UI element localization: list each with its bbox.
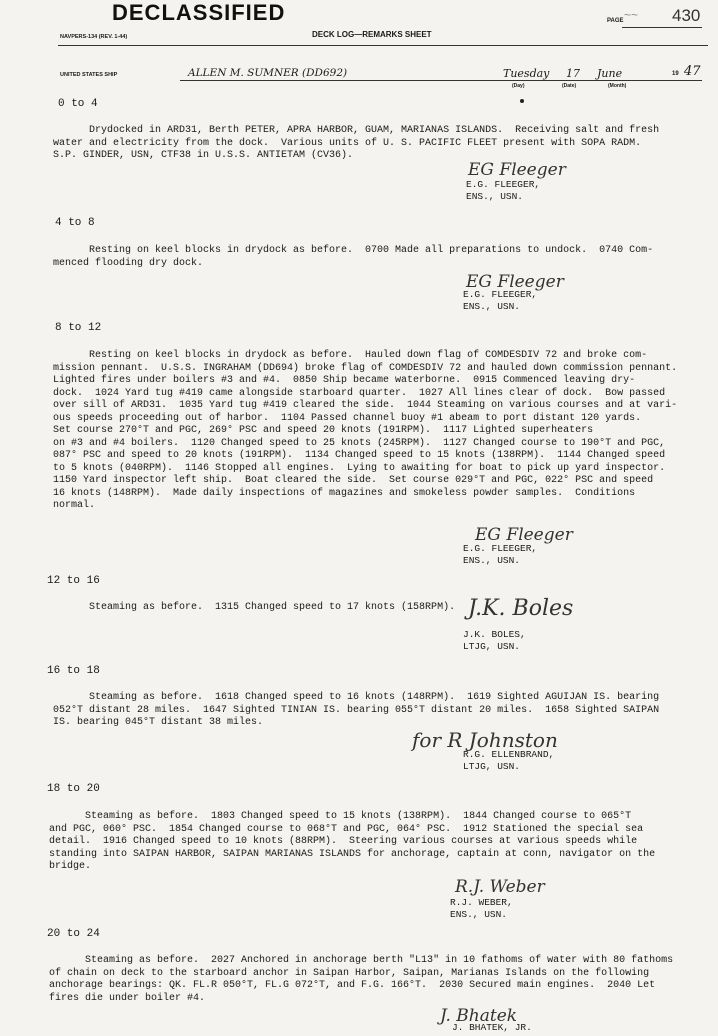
entry-line: 1150 Yard inspector left ship. Boat cleared the side. Set course 029°T and PGC, 022° PSC and speed [53,475,654,486]
watch-entry [53,245,653,270]
handwritten-signature: EG Fleeger [475,525,573,545]
signer-rank: ENS., USN. [463,554,521,566]
handwritten-signature: EG Fleeger [466,272,564,292]
entry-line: ous speeds proceeding out of harbor. 1104 Passed channel buoy #1 abeam to port distant 120 yards. [53,412,642,424]
page-number-rule [622,27,702,28]
signature-block [452,1022,532,1034]
entry-line: S.P. GINDER, USN, CTF38 in U.S.S. ANTIETAM (CV36). [53,150,354,161]
year-rule [670,80,702,81]
ship-name: ALLEN M. SUMNER (DD692) [188,67,348,79]
entry-line: Steaming as before. 1315 Changed speed to 17 knots (158RPM). [53,602,456,613]
entry-line: menced flooding dry dock. [53,257,204,269]
declassified-stamp: DECLASSIFIED [112,0,286,25]
date-caption: (Date) [562,83,577,89]
form-title: DECK LOG—REMARKS SHEET [312,30,432,39]
entry-line: Steaming as before. 1803 Changed speed to 15 knots (138RPM). 1844 Changed course to 065°T [49,811,632,822]
entry-line: Steaming as before. 2027 Anchored in anchorage berth "L13" in 10 fathoms of water with 80 fathoms [49,955,674,966]
ship-label: UNITED STATES SHIP [60,72,118,78]
watch-period: 12 to 16 [47,575,100,587]
entry-line: normal. [53,500,96,511]
watch-entry [53,350,677,513]
signature-block [466,179,540,202]
watch-period: 16 to 18 [47,665,100,677]
page-number-scribble: ~~ [624,8,639,22]
entry-line: standing into SAIPAN HARBOR, SAIPAN MARIANAS ISLANDS for anchorage, captain at conn, navigator on the [49,848,656,860]
entry-line: to 5 knots (040RPM). 1146 Stopped all engines. Lying to awaiting for boat to pick up yard inspector. [53,462,666,474]
watch-entry [49,811,655,874]
entry-line: mission pennant. U.S.S. INGRAHAM (DD694) broke flag of COMDESDIV 72 and hauled down commission pennant. [53,362,678,374]
log-date: 17 [566,67,580,80]
entry-line: anchorage bearings: QK. FL.R 050°T, FL.G 072°T, and F.G. 166°T. 2030 Secured main engines. 2040 Let [49,980,656,991]
handwritten-signature: J. Bhatek [440,1006,518,1026]
page-number: 430 [672,6,701,25]
entry-line: dock. 1024 Yard tug #419 came alongside starboard quarter. 1027 All lines clear of dock. Bow passed [53,387,666,399]
signature-block [450,897,513,920]
entry-line: Steaming as before. 1618 Changed speed to 16 knots (148RPM). 1619 Sighted AGUIJAN IS. bearing [53,692,660,703]
signer-rank: ENS., USN. [450,908,508,920]
signature-block [463,749,554,772]
signer-name: E.G. FLEEGER, [466,179,541,190]
signer-name: R.J. WEBER, [450,897,513,908]
watch-period: 0 to 4 [58,98,98,110]
signer-name: E.G. FLEEGER, [463,543,538,554]
watch-period: 20 to 24 [47,928,100,940]
signer-name: J. BHATEK, JR. [452,1022,532,1033]
form-number: NAVPERS-134 (REV. 1-44) [60,34,128,40]
watch-entry [49,955,673,1005]
watch-entry [53,125,659,163]
entry-line: Set course 270°T and PGC, 269° PSC and speed 20 knots (191RPM). 1117 Lighted superheaters [53,425,594,436]
log-month: June [597,67,623,80]
entry-line: of chain on deck to the starboard anchor in Saipan Harbor, Saipan, Marianas Islands on the following [49,967,650,979]
signer-rank: LTJG, USN. [463,760,521,772]
date-rule [500,80,670,81]
entry-line: IS. bearing 045°T distant 38 miles. [53,717,264,728]
handwritten-signature: J.K. Boles [468,596,574,621]
watch-entry [53,602,455,615]
entry-line: on #3 and #4 boilers. 1120 Changed speed to 25 knots (245RPM). 1127 Changed course to 190°T and PGC, [53,437,666,449]
signature-block [463,629,526,652]
entry-line: over sill of ARD31. 1035 Yard tug #419 cleared the side. 1044 Steaming on various courses and at vari- [53,400,678,411]
page-label: PAGE [607,18,624,24]
watch-period: 8 to 12 [55,322,102,334]
handwritten-signature: R.J. Weber [455,877,545,897]
handwritten-signature: EG Fleeger [468,160,566,180]
signature-block [463,543,537,566]
hole-dot [520,99,524,103]
handwritten-signature: for R Johnston [412,728,558,752]
year-prefix: 19 [672,71,679,77]
entry-line: Resting on keel blocks in drydock as before. Hauled down flag of COMDESDIV 72 and broke com- [53,350,648,361]
entry-line: 052°T distant 28 miles. 1647 Sighted TINIAN IS. bearing 055°T distant 20 miles. 1658 Sighted SAIPAN [53,704,660,716]
watch-entry [53,692,659,730]
signature-block [463,289,537,312]
log-year: 47 [684,64,701,79]
watch-period: 4 to 8 [55,217,95,229]
log-day: Tuesday [503,67,550,80]
entry-line: bridge. [49,861,92,872]
signer-rank: ENS., USN. [466,190,524,202]
signer-name: E.G. FLEEGER, [463,289,538,300]
entry-line: 16 knots (148RPM). Made daily inspections of magazines and smokeless powder samples. Conditions [53,487,636,499]
header-rule [58,45,708,46]
entry-line: Drydocked in ARD31, Berth PETER, APRA HARBOR, GUAM, MARIANAS ISLANDS. Receiving salt and fresh [53,125,660,136]
entry-line: 087° PSC and speed to 20 knots (191RPM). 1134 Changed speed to 15 knots (138RPM). 1144 Changed speed [53,450,666,461]
day-caption: (Day) [512,83,525,89]
signer-name: J.K. BOLES, [463,629,526,640]
entry-line: Resting on keel blocks in drydock as before. 0700 Made all preparations to undock. 0740 Com- [53,245,654,256]
entry-line: fires die under boiler #4. [49,992,206,1004]
signer-name: R.G. ELLENBRAND, [463,749,555,760]
signer-rank: LTJG, USN. [463,640,521,652]
entry-line: water and electricity from the dock. Various units of U. S. PACIFIC FLEET present with SOPA RADM. [53,137,642,149]
signer-rank: ENS., USN. [463,300,521,312]
watch-period: 18 to 20 [47,783,100,795]
ship-name-rule [180,80,500,81]
entry-line: and PGC, 060° PSC. 1854 Changed course to 068°T and PGC, 064° PSC. 1912 Stationed the special sea [49,823,644,835]
entry-line: detail. 1916 Changed speed to 10 knots (88RPM). Steering various courses at various speeds while [49,836,638,847]
entry-line: Lighted fires under boilers #3 and #4. 0850 Ship became waterborne. 0915 Commenced leaving dry- [53,375,636,386]
month-caption: (Month) [608,83,627,89]
